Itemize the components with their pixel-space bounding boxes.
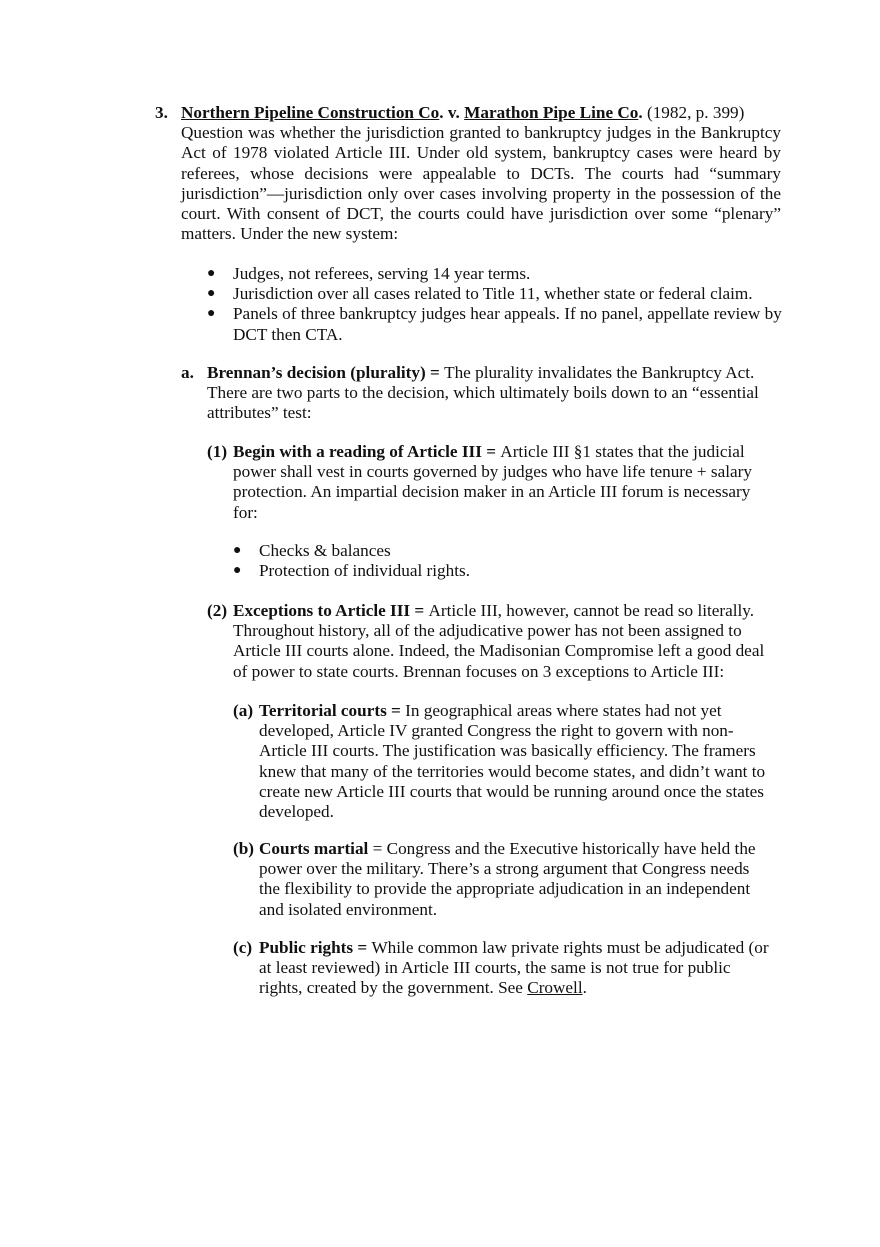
sub-2-body: Article III, however, cannot be read so literally. Throughout history, all of the adjudicative power has not been assigned to Article III courts alone. Indeed, the Madisonian Compromise left a good deal of power to state courts. Brennan focuses on 3 exceptions to Article III: [233,601,765,681]
sub-1-block [233,442,763,523]
sub-c-block [259,938,777,999]
sub-a-body: In geographical areas where states had not yet developed, Article IV granted Congress the right to govern with non-Article III courts. The justification was basically efficiency. The framers knew that many of the territories would become states, and didn’t want to create new Article III courts that would be running around once the states developed. [259,701,766,822]
sub-b-label: (b) [233,839,255,858]
item-3-body: Question was whether the jurisdiction granted to bankruptcy judges in the Bankruptcy Act of 1978 violated Article III. Under old system, bankruptcy cases were heard by referees, whose decisions were appealable to DCTs. The courts had “summary jurisdiction”—jurisdiction only over cases involving property in the possession of the court. With consent of DCT, the courts could have jurisdiction over some “plenary” matters. Under the new system: [181,123,781,244]
period: . [638,103,643,122]
sub-2-label: (2) [207,601,228,620]
period: . [582,978,587,998]
case-party-2: Marathon Pipe Line Co [464,103,639,122]
new-system-list [207,264,782,345]
bullet-icon: ● [233,543,242,558]
sub-c-heading: Public rights = [259,938,372,957]
section-a-block [207,363,775,424]
sub-b-block [259,839,764,920]
sub-1-heading: Begin with a reading of Article III = [233,442,501,461]
period: . [439,103,444,122]
item-3-block [181,103,781,244]
case-citation: (1982, p. 399) [642,103,745,122]
sub-1-body: Article III §1 states that the judicial power shall vest in courts governed by judges who have life tenure + salary protection. An impartial decision maker in an Article III forum is necessary for: [233,442,752,522]
sub-a-heading: Territorial courts = [259,701,406,720]
versus: v. [443,103,465,122]
sub-a-block [259,701,771,822]
case-heading [181,103,781,123]
sub-2-block [233,601,773,682]
sub-b-body: = Congress and the Executive historically have held the power over the military. There’s a strong argument that Congress needs the flexibility to provide the appropriate adjudication in an independent and isolated environment. [259,839,756,919]
bullet-icon: ● [207,266,216,281]
purposes-list [233,541,763,581]
list-item: ● Jurisdiction over all cases related to Title 11, whether state or federal claim. [207,284,753,304]
sub-b-heading: Courts martial [259,839,369,858]
sub-c-label: (c) [233,938,253,957]
sub-c-body: While common law private rights must be adjudicated (or at least reviewed) in Article III courts, the same is not true for public rights, created by the government. See [259,938,769,998]
list-item: ● Protection of individual rights. [233,561,471,581]
sub-2-heading: Exceptions to Article III = [233,601,429,620]
list-item: ● Judges, not referees, serving 14 year terms. [207,264,531,283]
section-a-heading: Brennan’s decision (plurality) = [207,363,445,382]
section-a-label: a. [181,363,194,382]
item-number: 3. [155,103,168,122]
case-party-1: Northern Pipeline Construction Co [181,103,440,122]
sub-1-label: (1) [207,442,228,461]
sub-a-label: (a) [233,701,254,720]
crowell-reference: Crowell [527,978,583,998]
list-item: ● Checks & balances [233,541,391,560]
list-item: ● Panels of three bankruptcy judges hear appeals. If no panel, appellate review by DCT then CTA. [207,304,782,344]
bullet-icon: ● [207,286,216,302]
bullet-icon: ● [233,563,242,579]
bullet-icon: ● [207,306,216,322]
section-a-body: The plurality invalidates the Bankruptcy Act. There are two parts to the decision, which ultimately boils down to an “essential attributes” test: [207,363,759,423]
